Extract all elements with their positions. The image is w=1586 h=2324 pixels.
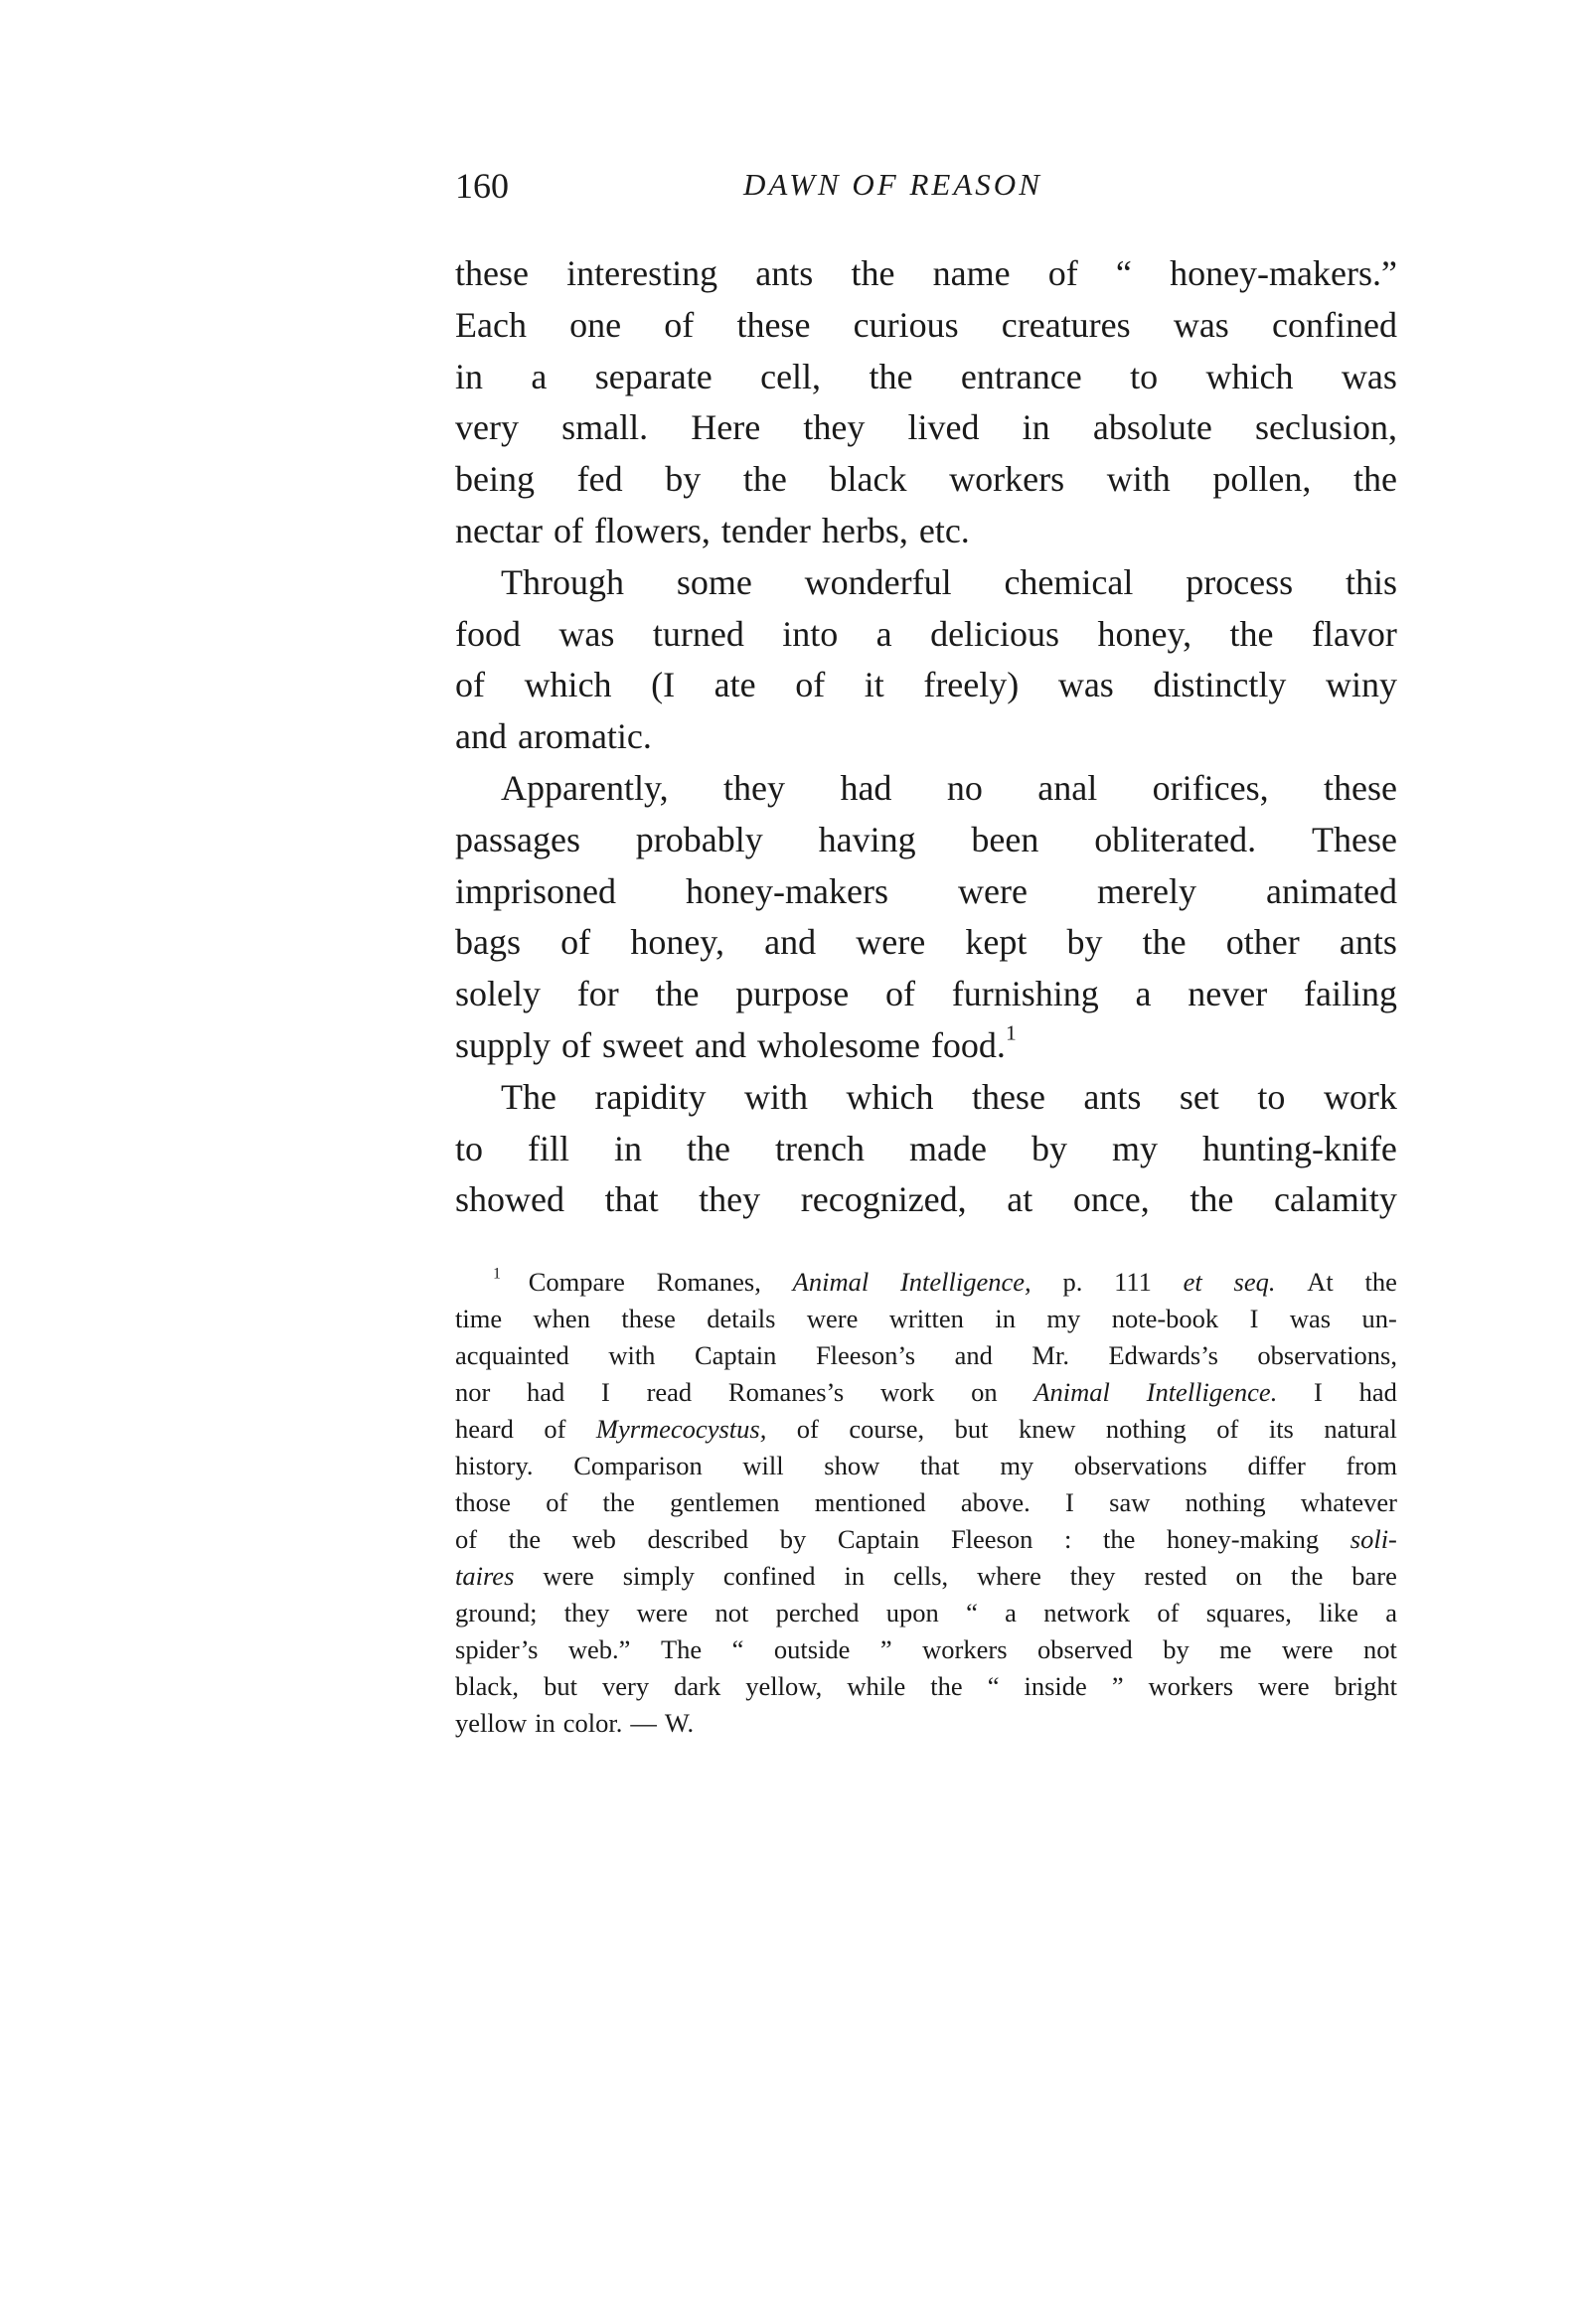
footnote-line: $^1$ Compare Romanes, Animal Intelligence, p. 111 et seq. At the bbox=[493, 1265, 1397, 1297]
footnote-line: of the web described by Captain Fleeson : the honey-making soli- bbox=[455, 1524, 1397, 1554]
footnote-line: taires were simply confined in cells, where they rested on the bare bbox=[455, 1561, 1397, 1591]
footnote-line: black, but very dark yellow, while the “ inside ” workers were bright bbox=[455, 1671, 1397, 1701]
text-line: The rapidity with which these ants set to work bbox=[501, 1076, 1397, 1117]
text-line: nectar of flowers, tender herbs, etc. bbox=[455, 510, 970, 550]
text-line: passages probably having been obliterated. These bbox=[455, 819, 1397, 859]
footnote-line: time when these details were written in my note-book I was un- bbox=[455, 1304, 1397, 1333]
text-line: showed that they recognized, at once, the calamity bbox=[455, 1179, 1397, 1220]
text-line: very small. Here they lived in absolute seclusion, bbox=[455, 407, 1397, 448]
footnote bbox=[455, 1264, 1397, 1742]
footnote-line: yellow in color. — W. bbox=[455, 1708, 695, 1738]
text-line: to fill in the trench made by my hunting-knife bbox=[455, 1128, 1397, 1168]
page-number: 160 bbox=[455, 166, 509, 206]
text-line: of which (I ate of it freely) was distinctly winy bbox=[455, 665, 1397, 705]
text-line: in a separate cell, the entrance to which was bbox=[455, 356, 1397, 396]
footnote-line: those of the gentlemen mentioned above. I saw nothing whatever bbox=[455, 1487, 1397, 1517]
footnote-ref[interactable]: 1 bbox=[1005, 1020, 1017, 1045]
text-line: food was turned into a delicious honey, the flavor bbox=[455, 613, 1397, 654]
text-line: being fed by the black workers with pollen, the bbox=[455, 459, 1397, 500]
main-text bbox=[455, 248, 1397, 1226]
text-line: Each one of these curious creatures was confined bbox=[455, 304, 1397, 345]
footnote-line: nor had I read Romanes’s work on Animal Intelligence. I had bbox=[455, 1377, 1397, 1407]
footnote-line: spider’s web.” The “ outside ” workers observed by me were not bbox=[455, 1634, 1397, 1664]
text-line: bags of honey, and were kept by the other ants bbox=[455, 922, 1397, 963]
running-header bbox=[455, 165, 1111, 213]
footnote-line: ground; they were not perched upon “ a network of squares, like a bbox=[455, 1598, 1397, 1627]
footnote-line: heard of Myrmecocystus, of course, but knew nothing of its natural bbox=[455, 1414, 1397, 1444]
footnote-line: history. Comparison will show that my observations differ from bbox=[455, 1451, 1397, 1480]
running-title: DAWN OF REASON bbox=[743, 167, 1042, 202]
footnote-marker: 1 bbox=[493, 1265, 501, 1283]
text-line: Apparently, they had no anal orifices, these bbox=[501, 767, 1397, 808]
text-line: solely for the purpose of furnishing a never failing bbox=[455, 974, 1397, 1014]
text-line: these interesting ants the name of “ honey-makers.” bbox=[455, 253, 1397, 293]
text-line: Through some wonderful chemical process this bbox=[501, 561, 1397, 602]
text-line: and aromatic. bbox=[455, 716, 652, 757]
text-line: supply of sweet and wholesome food.$^1$ bbox=[455, 1020, 1017, 1065]
footnote-line: acquainted with Captain Fleeson’s and Mr. Edwards’s observations, bbox=[455, 1340, 1397, 1370]
text-line: imprisoned honey-makers were merely animated bbox=[455, 870, 1397, 911]
